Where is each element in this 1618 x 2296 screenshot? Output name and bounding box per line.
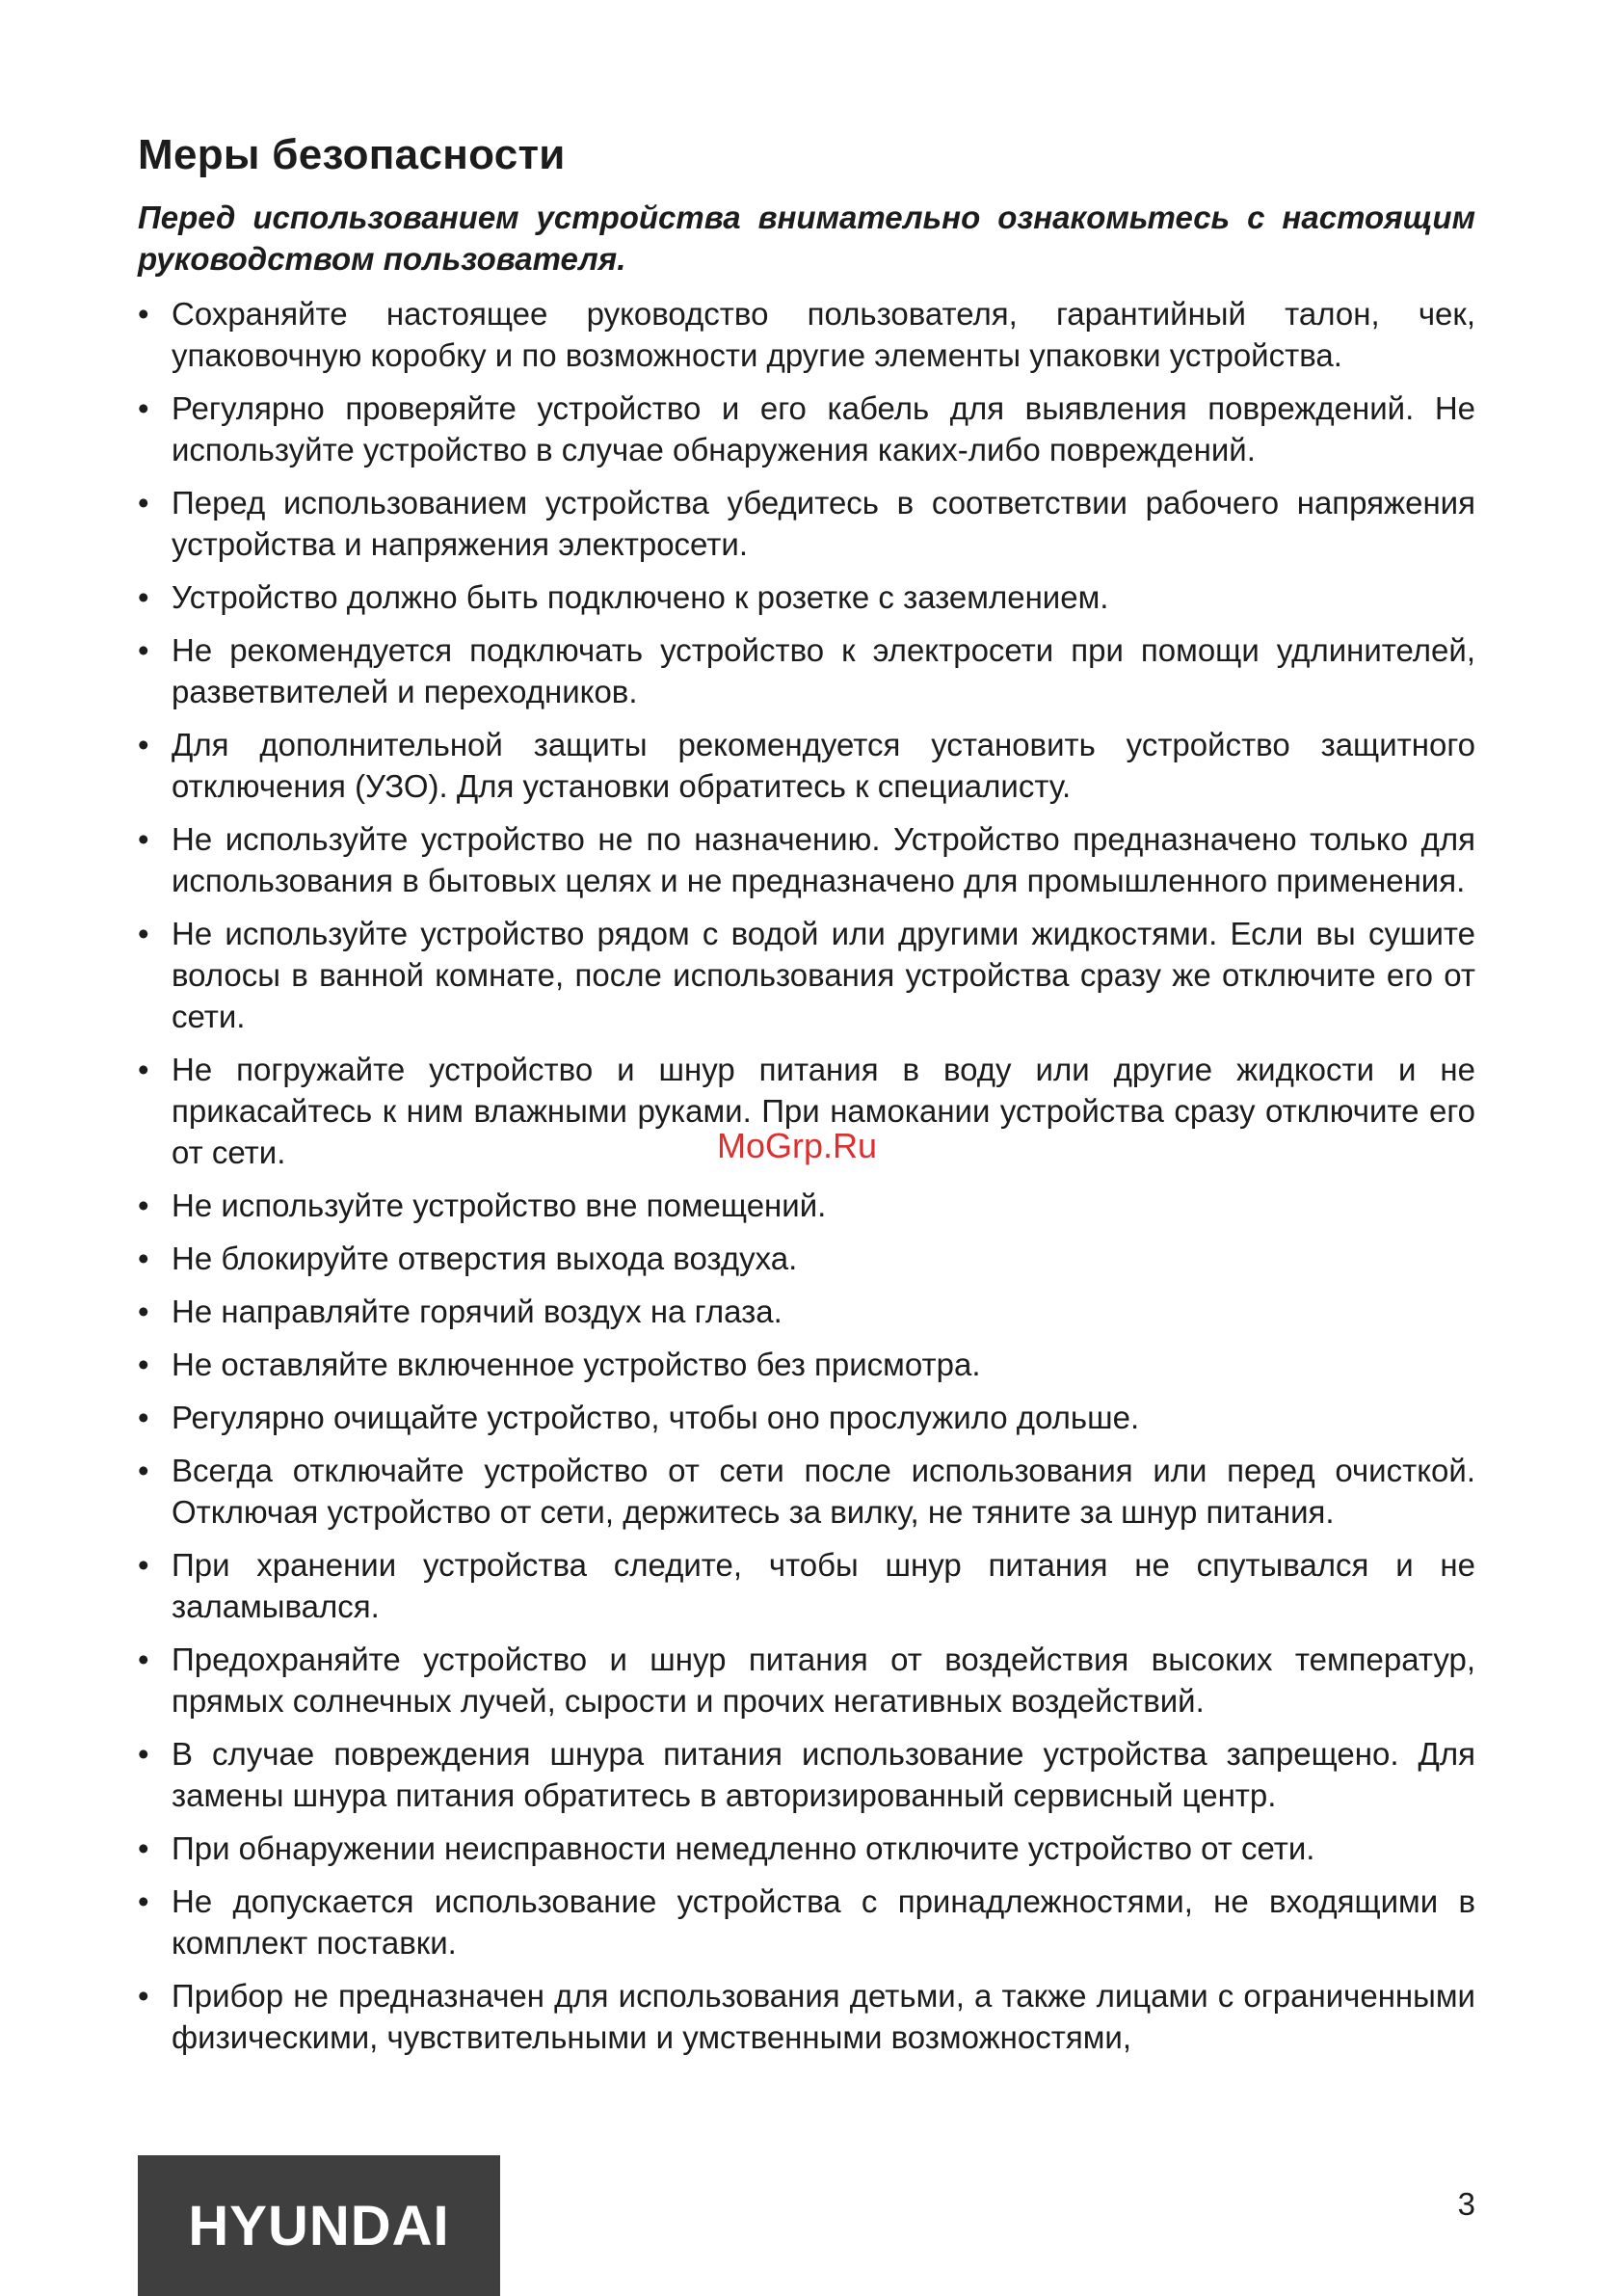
- list-item: [138, 818, 1475, 901]
- list-item-text: Прибор не предназначен для использования детьми, а также лицами с ограниченными физическими, чувствительными и умственными возможностями,: [172, 1978, 1475, 2055]
- bullet-icon: •: [138, 1978, 149, 2014]
- page-number: 3: [1457, 2186, 1475, 2222]
- list-item: [138, 293, 1475, 376]
- list-item-text: Предохраняйте устройство и шнур питания от воздействия высоких температур, прямых солнечных лучей, сырости и прочих негативных воздействий.: [172, 1642, 1475, 1719]
- page-title: Меры безопасности: [138, 131, 566, 178]
- bullet-icon: •: [138, 1052, 149, 1087]
- bullet-icon: •: [138, 1642, 149, 1677]
- bullet-icon: •: [138, 1736, 149, 1772]
- bullet-icon: •: [138, 390, 149, 426]
- list-item-text: Перед использованием устройства убедитесь в соответствии рабочего напряжения устройства и напряжения электросети.: [172, 485, 1475, 562]
- watermark: MoGrp.Ru: [717, 1126, 878, 1165]
- list-item-text: Не блокируйте отверстия выхода воздуха.: [172, 1241, 798, 1276]
- list-item-text: Сохраняйте настоящее руководство пользователя, гарантийный талон, чек, упаковочную коробку и по возможности другие элементы упаковки устройства.: [172, 296, 1475, 373]
- bullet-icon: •: [138, 1347, 149, 1382]
- list-item-text: Не оставляйте включенное устройство без присмотра.: [172, 1347, 981, 1382]
- brand-logo: [138, 2155, 500, 2296]
- bullet-icon: •: [138, 485, 149, 521]
- list-item: [138, 1344, 1475, 1385]
- bullet-icon: •: [138, 579, 149, 615]
- list-item-text: Устройство должно быть подключено к розетке с заземлением.: [172, 579, 1109, 615]
- bullet-icon: •: [138, 1883, 149, 1919]
- bullet-icon: •: [138, 1188, 149, 1223]
- list-item-text: Не погружайте устройство и шнур питания в воду или другие жидкости и не прикасайтесь к ним влажными руками. При намокании устройства сразу отключите его от сети.: [172, 1052, 1475, 1170]
- bullet-icon: •: [138, 1830, 149, 1866]
- list-item-text: Регулярно проверяйте устройство и его кабель для выявления повреждений. Не используйте устройство в случае обнаружения каких-либо повреждений.: [172, 390, 1475, 467]
- list-item: [138, 1397, 1475, 1438]
- list-item-text: При хранении устройства следите, чтобы шнур питания не спутывался и не заламывался.: [172, 1547, 1475, 1624]
- list-item-text: Не направляйте горячий воздух на глаза.: [172, 1294, 782, 1329]
- list-item-text: Не используйте устройство рядом с водой или другими жидкостями. Если вы сушите волосы в ванной комнате, после использования устройства сразу же отключите его от сети.: [172, 916, 1475, 1034]
- list-item-text: Всегда отключайте устройство от сети после использования или перед очисткой. Отключая устройство от сети, держитесь за вилку, не тяните за шнур питания.: [172, 1453, 1475, 1530]
- bullet-icon: •: [138, 1294, 149, 1329]
- bullet-icon: •: [138, 1547, 149, 1583]
- list-item: [138, 482, 1475, 565]
- bullet-icon: •: [138, 727, 149, 762]
- list-item: [138, 1185, 1475, 1226]
- list-item-text: Регулярно очищайте устройство, чтобы оно прослужило дольше.: [172, 1400, 1140, 1435]
- list-item: [138, 1544, 1475, 1627]
- list-item: [138, 1238, 1475, 1279]
- bullet-icon: •: [138, 916, 149, 951]
- list-item: [138, 1733, 1475, 1816]
- list-item: [138, 1639, 1475, 1722]
- list-item-text: Не допускается использование устройства с принадлежностями, не входящими в комплект поставки.: [172, 1883, 1475, 1961]
- logo-text: HYUNDAI: [188, 2194, 450, 2257]
- list-item: [138, 1828, 1475, 1869]
- list-item: [138, 724, 1475, 807]
- list-item: [138, 1881, 1475, 1963]
- bullet-icon: •: [138, 1400, 149, 1435]
- list-item: [138, 576, 1475, 618]
- bullet-icon: •: [138, 1241, 149, 1276]
- list-item-text: Не используйте устройство не по назначению. Устройство предназначено только для использования в бытовых целях и не предназначено для промышленного применения.: [172, 821, 1475, 898]
- bullet-icon: •: [138, 821, 149, 857]
- list-item: [138, 387, 1475, 470]
- list-item-text: Не используйте устройство вне помещений.: [172, 1188, 827, 1223]
- list-item-text: Не рекомендуется подключать устройство к электросети при помощи удлинителей, разветвителей и переходников.: [172, 632, 1475, 709]
- list-item: [138, 629, 1475, 712]
- list-item: [138, 1450, 1475, 1533]
- list-item-text: Для дополнительной защиты рекомендуется установить устройство защитного отключения (УЗО). Для установки обратитесь к специалисту.: [172, 727, 1475, 804]
- intro-text: Перед использованием устройства внимательно ознакомьтесь с настоящим руководством пользователя.: [138, 200, 1475, 277]
- list-item-text: При обнаружении неисправности немедленно отключите устройство от сети.: [172, 1830, 1315, 1866]
- list-item: [138, 1291, 1475, 1332]
- bullet-icon: •: [138, 632, 149, 668]
- bullet-icon: •: [138, 1453, 149, 1488]
- list-item-text: В случае повреждения шнура питания использование устройства запрещено. Для замены шнура питания обратитесь в авторизированный сервисный центр.: [172, 1736, 1475, 1813]
- list-item: [138, 1975, 1475, 2058]
- safety-rules-list: [138, 293, 1475, 2058]
- bullet-icon: •: [138, 296, 149, 332]
- list-item: [138, 913, 1475, 1037]
- document-body: [138, 125, 1475, 2069]
